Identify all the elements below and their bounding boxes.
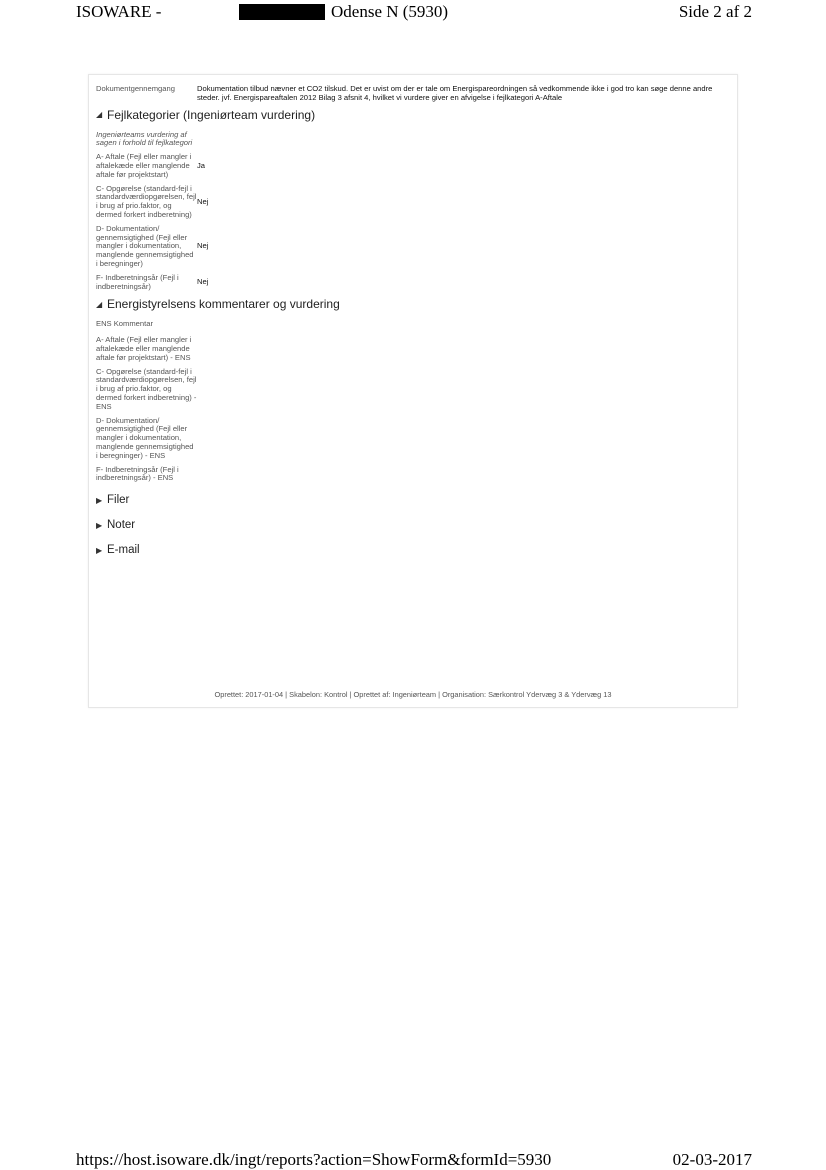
print-header-place: Odense N (5930) bbox=[331, 2, 449, 21]
form-meta-line: Oprettet: 2017-01-04 | Skabelon: Kontrol | Oprettet af: Ingeniørteam | Organisation: Særkontrol Ydervæg 3 & Ydervæg 13 bbox=[214, 690, 612, 699]
section-toggle-notes[interactable] bbox=[96, 517, 730, 533]
triangle-down-icon: ◢ bbox=[96, 110, 103, 120]
ens-item-label: D- Dokumentation/ gennemsigtighed (Fejl eller mangler i dokumentation, manglende gennemsigtighed i beregninger) - ENS bbox=[96, 415, 194, 460]
section-title-files: Filer bbox=[107, 494, 130, 507]
ens-comment-label: ENS Kommentar bbox=[96, 319, 153, 329]
print-footer-date: 02-03-2017 bbox=[672, 1150, 752, 1169]
section-toggle-ens[interactable] bbox=[96, 296, 730, 312]
error-category-row bbox=[96, 225, 730, 269]
section-toggle-email[interactable] bbox=[96, 542, 730, 558]
error-category-value: Ja bbox=[197, 160, 206, 170]
error-category-label: F- Indberetningsår (Fejl i indberetningsår) bbox=[96, 272, 179, 291]
document-review-value: Dokumentation tilbud nævner et CO2 tilskud. Det er uvist om der er tale om Energispareordningen så vedkommende ikke i god tro kan søge denne andre steder. jvf. Energispareaftalen 2012 Bilag 3 afsnit 4, hvilket vi vurdere giver en afvigelse i fejlkategori A-Aftale bbox=[197, 84, 713, 102]
error-category-label: A- Aftale (Fejl eller mangler i aftalekæde eller manglende aftale før projektstart) bbox=[96, 152, 192, 179]
form-panel bbox=[88, 74, 738, 708]
print-header-app: ISOWARE - bbox=[76, 2, 162, 21]
error-category-row bbox=[96, 185, 730, 220]
error-category-value: Nej bbox=[197, 277, 209, 287]
triangle-down-icon: ◢ bbox=[96, 299, 103, 309]
error-category-value: Nej bbox=[197, 196, 209, 206]
section-title-notes: Noter bbox=[107, 519, 136, 532]
redaction-bar bbox=[239, 4, 325, 20]
section-title-error-categories: Fejlkategorier (Ingeniørteam vurdering) bbox=[107, 107, 316, 122]
error-category-row bbox=[96, 153, 730, 179]
section-title-email: E-mail bbox=[107, 544, 140, 557]
section-toggle-error-categories[interactable] bbox=[96, 107, 730, 123]
error-category-row bbox=[96, 274, 730, 292]
print-header bbox=[76, 0, 752, 24]
triangle-right-icon: ▶ bbox=[96, 520, 103, 530]
ens-item-label: C- Opgørelse (standard-fejl i standardværdiopgørelsen, fejl i brug af prio.faktor, og dermed forkert indberetning) - ENS bbox=[96, 366, 197, 411]
print-footer-url: https://host.isoware.dk/ingt/reports?action=ShowForm&formId=5930 bbox=[76, 1150, 552, 1169]
triangle-right-icon: ▶ bbox=[96, 545, 103, 555]
ens-item-label: A- Aftale (Fejl eller mangler i aftalekæde eller manglende aftale før projektstart) - ENS bbox=[96, 335, 192, 362]
document-review-label: Dokumentgennemgang bbox=[96, 84, 175, 93]
section-title-ens: Energistyrelsens kommentarer og vurdering bbox=[107, 297, 340, 312]
section-toggle-files[interactable] bbox=[96, 492, 730, 508]
error-category-value: Nej bbox=[197, 241, 209, 251]
triangle-right-icon: ▶ bbox=[96, 495, 103, 505]
error-category-label: C- Opgørelse (standard-fejl i standardværdiopgørelsen, fejl i brug af prio.faktor, og dermed forkert indberetning) bbox=[96, 183, 197, 219]
print-header-page: Side 2 af 2 bbox=[678, 2, 752, 21]
document-review-row bbox=[96, 85, 730, 103]
error-categories-subheading: Ingeniørteams vurdering af sagen i forhold til fejlkategori bbox=[96, 129, 193, 148]
error-category-label: D- Dokumentation/ gennemsigtighed (Fejl eller mangler i dokumentation, manglende gennemsigtighed i beregninger) bbox=[96, 223, 194, 268]
form-content bbox=[96, 85, 730, 567]
ens-item-label: F- Indberetningsår (Fejl i indberetningsår) - ENS bbox=[96, 464, 179, 483]
